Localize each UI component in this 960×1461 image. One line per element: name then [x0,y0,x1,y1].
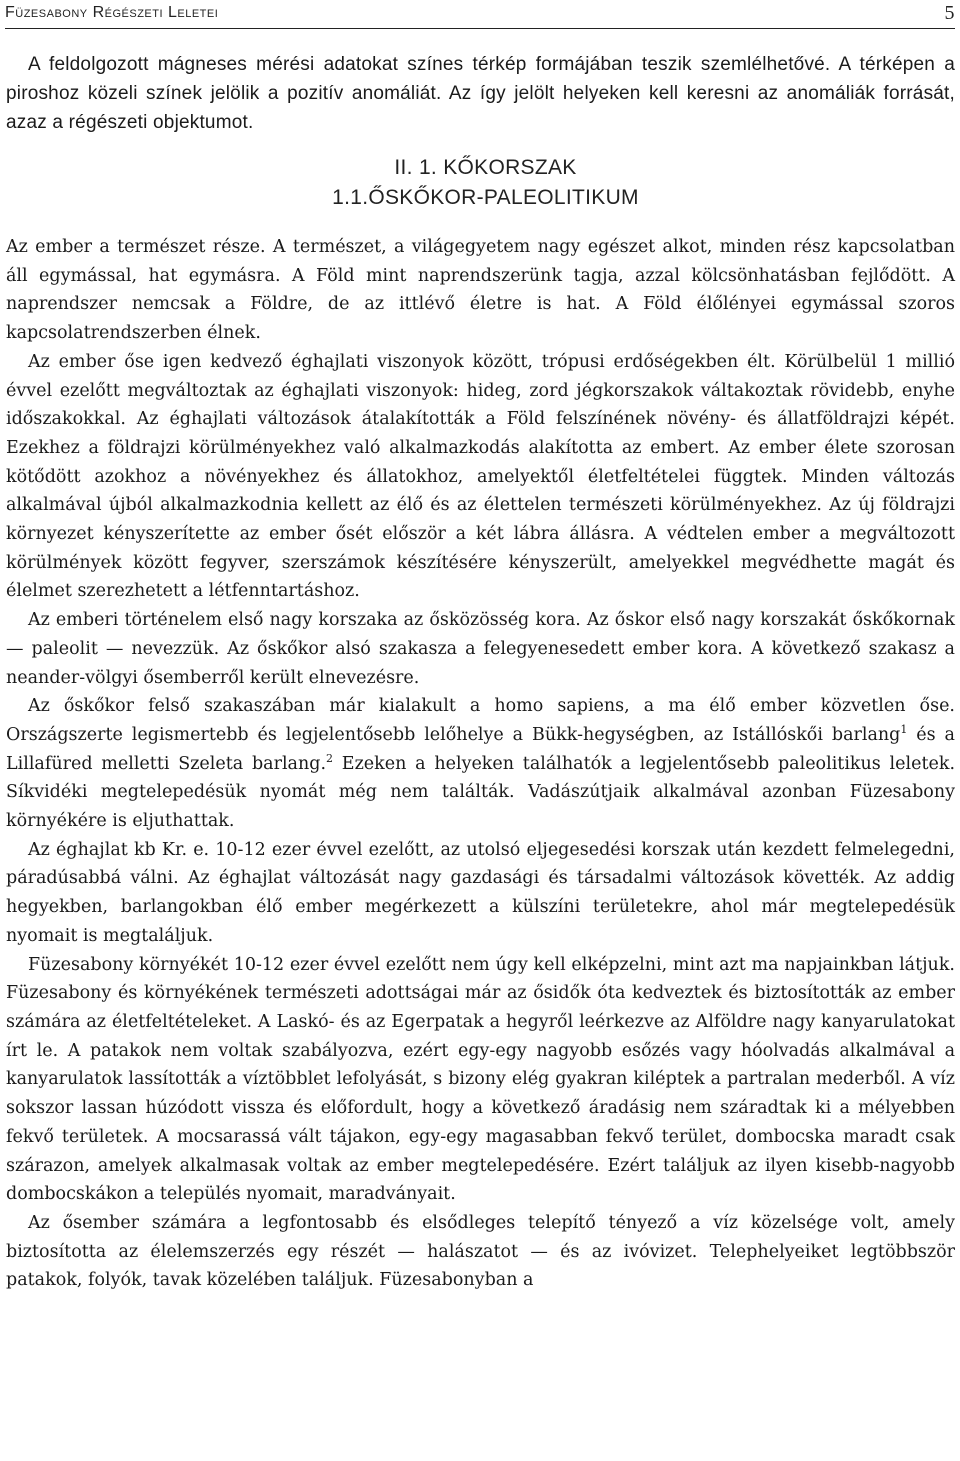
header-rule [5,28,955,29]
paragraph-3: Az emberi történelem első nagy korszaka az ősközösség kora. Az őskor első nagy korszakát őskőkornak — paleolit — nevezzük. Az őskőkor alsó szakasza a felegyenesedett ember kora. A következő szakasz a neander-völgyi ősemberről került elnevezésre. [6,610,955,688]
intro-block [6,50,955,137]
paragraph-2: Az ember őse igen kedvező éghajlati viszonyok között, trópusi erdőségekben élt. Körülbelül 1 millió évvel ezelőtt megváltoztak az éghajlati viszonyok: hideg, zord jégkorszakok váltakoztak rövidebb, enyhe időszakokkal. Az éghajlati változások átalakították a Föld felszínének növény- és állatföldrajzi képét. Ezekhez a földrajzi körülményekhez való alkalmazkodás alakította az embert. Az ember élete szorosan kötődött azokhoz a növényekhez és állatokhoz, amelyektől életfeltételei függtek. Minden változás alkalmával újból alkalmazkodnia kellett az élő és az élettelen természeti körülményekhez. Az új földrajzi környezet kényszerítette az ember ősét először a két lábra állásra. A védtelen ember a megváltozott körülmények között fegyver, szerszámok készítésére kényszerült, amelyekkel megvédhette magát és élelmet szerezhetett a létfenntartáshoz. [6,351,955,602]
section-subheading: 1.1.ŐSKŐKOR-PALEOLITIKUM [332,186,639,209]
page-body [6,50,955,1295]
paragraph-4-part-c: Ezeken a helyeken találhatók a legjelentősebb paleolitikus leletek. Síkvidéki megtelepedésük nyomát még nem találták. Vadászútjaik alkalmával azonban Füzesabony környékére is eljuthattak. [6,753,956,832]
paragraph-6: Füzesabony környékét 10-12 ezer évvel ezelőtt nem úgy kell elképzelni, mint azt ma napjainkban látjuk. Füzesabony és környékének természeti adottságai már az ősidők óta kedveztek és biztosították az ember számára az életfeltételeket. A Laskó- és az Egerpatak a hegyről leérkezve az Alföldre nagy kanyarulatokat írt le. A patakok nem voltak szabályozva, ezért egy-egy nagyobb esőzés vagy hóolvadás alkalmával a kanyarulatok lassították a víztöbblet lefolyását, s bizony elég gyakran kiléptek a partralan mederből. A víz sokszor lassan húzódott vissza és előfordult, hogy a következő áradásig nem száradtak ki a mélyebben fekvő területek. A mocsarassá vált tájakon, egy-egy magasabban fekvő terület, dombocska maradt csak szárazon, amelyek alkalmasak voltak az ember megtelepedésére. Ezért találjuk az ilyen kisebb-nagyobb dombocskákon a település nyomait, maradványait. [6,954,955,1205]
paragraph-7: Az ősember számára a legfontosabb és elsődleges telepítő tényező a víz közelsége volt, amely biztosította az élelemszerzés egy részét — halászatot — és az ivóvizet. Telephelyeiket legtöbbször patakok, folyók, tavak közelében találjuk. Füzesabonyban a [6,1212,955,1291]
paragraph-4-part-b: és a Lillafüred melletti Szeleta barlang. [6,724,955,774]
paragraph-5: Az éghajlat kb Kr. e. 10-12 ezer évvel ezelőtt, az utolsó eljegesedési korszak után kezdett felmelegedni, páradúsabbá válni. Az éghajlat változását nagy gazdasági és társadalmi változások követték. Az addig hegyekben, barlangokban élő ember megérkezett a külszíni területekre, ahol már megtelepedésük nyomait is megtaláljuk. [6,839,955,946]
running-header [5,2,955,28]
paragraph-4-part-a: Az őskőkor felső szakaszában már kialakult a homo sapiens, a ma élő ember közvetlen őse. Országszerte legismertebb és legjelentősebb lelőhelye a Bükk-hegységben, az Istállóskői barlang [6,696,955,745]
paragraph-4 [6,692,955,836]
running-title: Füzesabony Régészeti Leletei [5,4,219,21]
footnote-ref-1[interactable]: 1 [900,723,908,737]
page-number: 5 [944,2,955,24]
section-heading: II. 1. KŐKORSZAK [394,156,577,179]
paragraph-1: Az ember a természet része. A természet, a világegyetem nagy egészet alkot, minden rész kapcsolatban áll egymással, hat egymásra. A Föld mint naprendszerünk tagja, azzal kölcsönhatásban fejlődött. A naprendszer nemcsak a Földre, de az ittlévő életre is hat. A Föld élőlényei egymással szoros kapcsolatrendszerben élnek. [6,237,955,344]
intro-paragraph: A feldolgozott mágneses mérési adatokat színes térkép formájában teszik szemlélhetővé. A térképen a piroshoz közeli színek jelölik a pozitív anomáliát. Az így jelölt helyeken kell keresni az anomáliák forrását, azaz a régészeti objektumot. [6,54,955,133]
footnote-ref-2[interactable]: 2 [326,751,334,765]
